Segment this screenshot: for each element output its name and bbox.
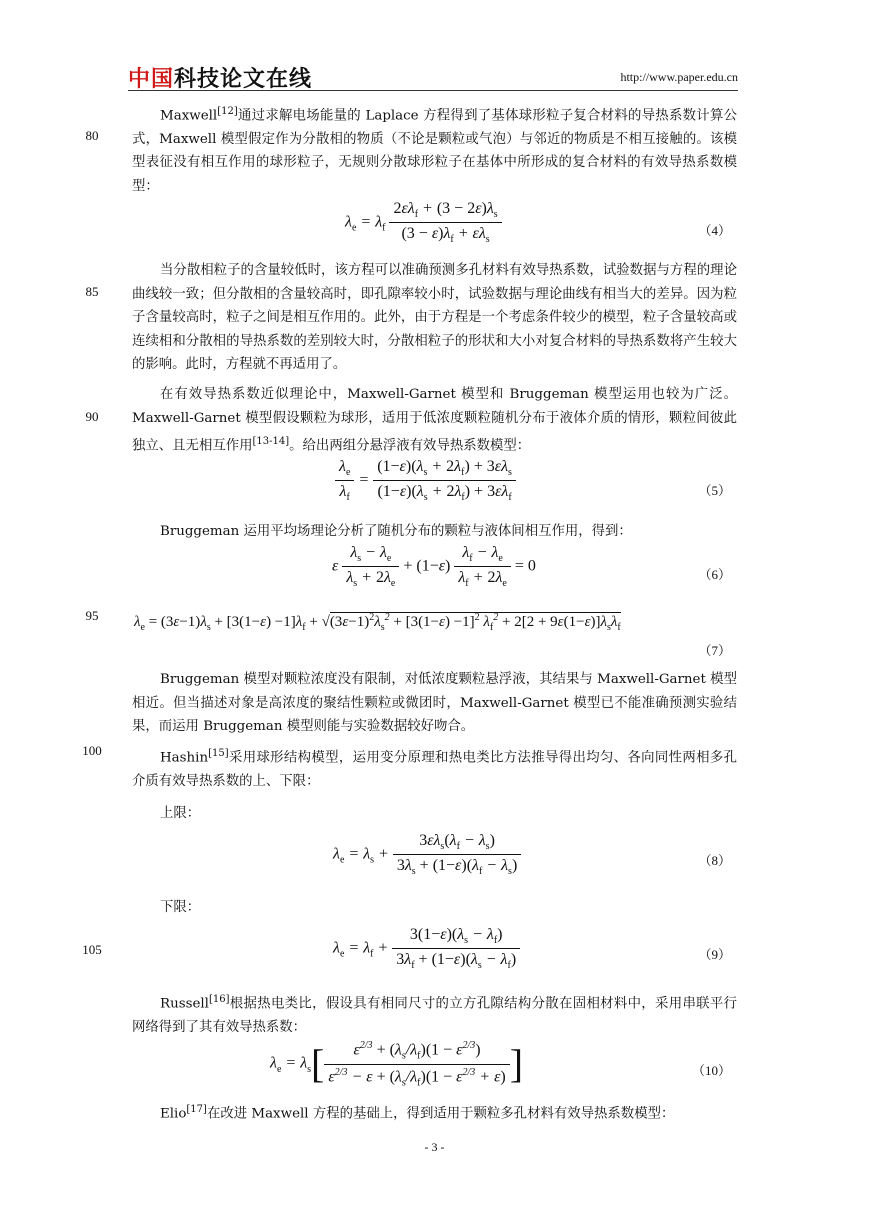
equation-number-6: （6）: [698, 567, 731, 582]
header-rule: [128, 90, 738, 91]
equation-number-4: （4）: [698, 223, 731, 238]
equation-number-8: （8）: [698, 853, 731, 868]
line-number-85: 85: [85, 284, 99, 299]
label-upper-bound: 上限：: [160, 806, 201, 821]
header-url[interactable]: http://www.paper.edu.cn: [620, 70, 738, 84]
paragraph-elio: Elio[17]在改进 Maxwell 方程的基础上，得到适用于颗粒多孔材料有效导热系数模型：: [160, 1104, 675, 1122]
paragraph-bruggeman-comparison: Bruggeman 模型对颗粒浓度没有限制，对低浓度颗粒悬浮液，其结果与 Maxwell-Garnet 模型相近。但当描述对象是高浓度的聚结性颗粒或微团时，Maxwell-Garnet 模型已不能准确预测实验结果，而运用 Bruggeman 模型则能与实验数据较好吻合。: [132, 672, 737, 734]
line-number-80: 80: [85, 128, 99, 143]
equation-7: $\lambda_e = (3\varepsilon-1)\lambda_s + [3(1-\varepsilon) -1]\lambda_f + √(3\varepsilon-1)^2\lambda_s^2 + [3(1-\varepsilon) -1]^2$ $\lambda_f^2 + 2[2 + 9\varepsilon(1-\varepsilon)]\lambda_s\lambda_f$: [134, 612, 621, 633]
label-lower-bound: 下限：: [160, 900, 201, 915]
line-number-100: 100: [82, 743, 102, 758]
equation-5: $\frac{\lambda_e}{\lambda_f}$ = $\frac{(1-\varepsilon)(\lambda_s + 2\lambda_f) + 3\varepsilon\lambda_s}{(1-\varepsilon)(\lambda_s + 2\lambda_f) + 3\varepsilon\lambda_f}$: [335, 458, 516, 503]
journal-logo: [128, 62, 312, 93]
logo-red-text: 中国: [128, 67, 175, 92]
equation-6: ε $\frac{\lambda_s - \lambda_e}{\lambda_s + 2\lambda_e}$ + (1−ε) $\frac{\lambda_f - \lambda_e}{\lambda_f + 2\lambda_e}$ = 0: [332, 544, 536, 590]
line-number-90: 90: [85, 409, 99, 424]
equation-10: $\lambda_e = \lambda_s$[ $\frac{\varepsilon^{2/3} + (\lambda_s/\lambda_f)(1 - \varepsilon^{2/3})}{\varepsilon^{2/3} - \varepsilon + (\lambda_s/\lambda_f)(1 - \varepsilon^{2/3} + \varepsilon)}$ ]: [270, 1040, 524, 1089]
paragraph-maxwell-garnet: 在有效导热系数近似理论中，Maxwell-Garnet 模型和 Bruggeman 模型运用也较为广泛。Maxwell-Garnet 模型假设颗粒为球形，适用于低浓度颗粒随机分布于液体介质的情形，颗粒间彼此独立、且无相互作用[13-14]。给出两组分悬浮液有效导热系数模型：: [132, 387, 737, 454]
paragraph-bruggeman: Bruggeman 运用平均场理论分析了随机分布的颗粒与液体间相互作用，得到：: [160, 524, 632, 539]
paragraph-dispersed-phase: 当分散相粒子的含量较低时，该方程可以准确预测多孔材料有效导热系数，试验数据与方程的理论曲线较一致；但分散相的含量较高时，即孔隙率较小时，试验数据与理论曲线有相当大的差异。因为粒子含量较高时，粒子之间是相互作用的。此外，由于方程是一个考虑条件较少的模型，粒子含量较高或连续相和分散相的导热系数的差别较大时，分散相粒子的形状和大小对复合材料的导热系数将产生较大的影响。此时，方程就不再适用了。: [132, 263, 737, 372]
equation-8: $\lambda_e = \lambda_s$ + $\frac{3\varepsilon\lambda_s(\lambda_f - \lambda_s)}{3\lambda_s + (1-\varepsilon)(\lambda_f - \lambda_s)}$: [333, 832, 521, 877]
equation-number-5: （5）: [698, 483, 731, 498]
paragraph-hashin: Hashin[15]采用球形结构模型，运用变分原理和热电类比方法推导得出均匀、各向同性两相多孔介质有效导热系数的上、下限：: [132, 748, 737, 789]
equation-4: $\lambda_e = \lambda_f$ $\frac{2\varepsilon\lambda_f + (3 - 2\varepsilon)\lambda_s}{(3 - \varepsilon)\lambda_f + \varepsilon\lambda_s}$: [345, 200, 502, 245]
equation-number-9: （9）: [698, 947, 731, 962]
equation-number-10: （10）: [691, 1063, 731, 1078]
page-number: - 3 -: [424, 1140, 445, 1154]
equation-9: $\lambda_e = \lambda_f$ + $\frac{3(1-\varepsilon)(\lambda_s - \lambda_f)}{3\lambda_f + (1-\varepsilon)(\lambda_s - \lambda_f)}$: [333, 926, 520, 971]
equation-number-7: （7）: [698, 643, 731, 658]
paragraph-russell: Russell[16]根据热电类比，假设具有相同尺寸的立方孔隙结构分散在固相材料中，采用串联平行网络得到了其有效导热系数：: [132, 994, 737, 1035]
paragraph-maxwell: Maxwell[12]通过求解电场能量的 Laplace 方程得到了基体球形粒子复合材料的导热系数计算公式，Maxwell 模型假定作为分散相的物质（不论是颗粒或气泡）与邻近的物质是不相互接触的。该模型表征没有相互作用的球形粒子，无规则分散球形粒子在基体中所形成的复合材料的有效导热系数模型：: [132, 106, 737, 194]
line-number-105: 105: [82, 942, 102, 957]
page-header: [128, 62, 738, 92]
line-number-95: 95: [85, 608, 99, 623]
logo-black-text: 科技论文在线: [174, 67, 313, 92]
